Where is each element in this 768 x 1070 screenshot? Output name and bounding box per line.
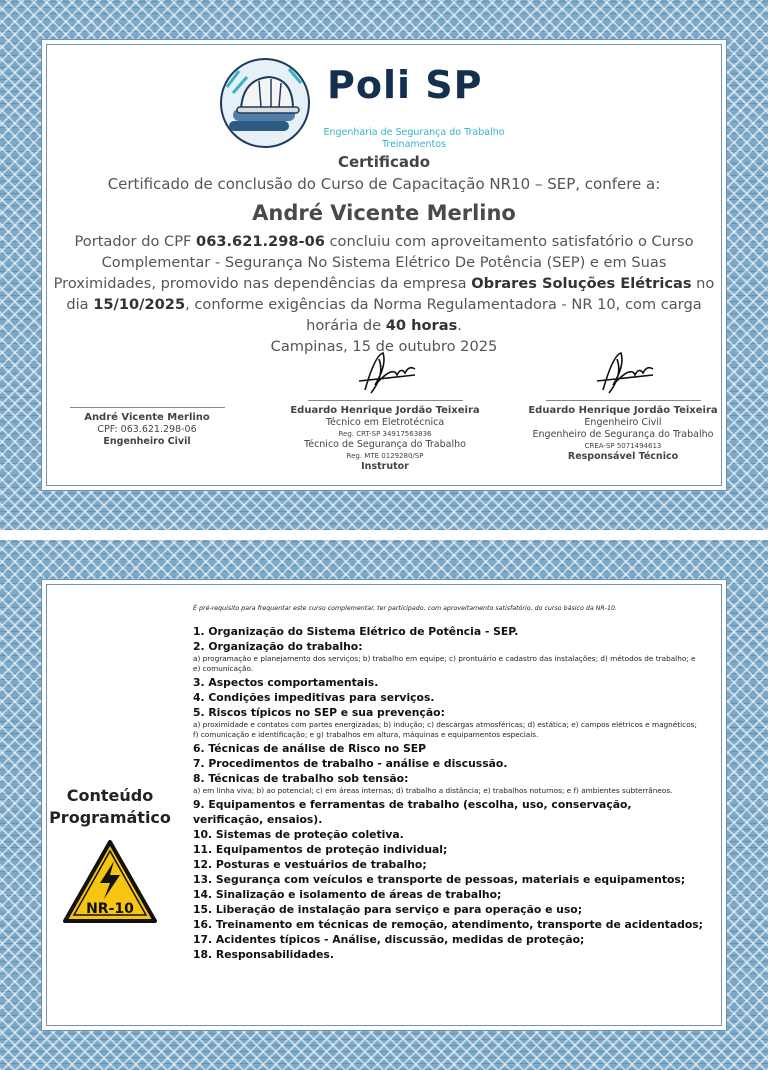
signature-line — [70, 407, 225, 408]
signature-student — [47, 407, 247, 448]
instructor-title2: Técnico de Segurança do Trabalho — [304, 439, 466, 450]
course-hours: 40 horas — [385, 317, 458, 334]
signature-line — [308, 400, 463, 401]
recipient-name: André Vicente Merlino — [252, 201, 516, 225]
prerequisite-note: É pré-requisito para frequentar este curso complementar, ter participado, com aproveitamento satisfatório, do curso básico da NR-10. — [193, 605, 618, 612]
instructor-name: Eduardo Henrique Jordão Teixeira — [290, 405, 480, 416]
program-item-title: 18. Responsabilidades. — [193, 948, 334, 961]
body-text: Portador do CPF — [74, 233, 197, 250]
nr10-label: NR-10 — [86, 901, 134, 917]
program-item-title: 17. Acidentes típicos - Análise, discussão, medidas de proteção; — [193, 933, 585, 946]
cpf-value: 063.621.298-06 — [196, 233, 325, 250]
program-item-title: 14. Sinalização e isolamento de áreas de trabalho; — [193, 888, 502, 901]
certificate-heading: Certificado — [337, 153, 431, 171]
program-title-line2: Programático — [49, 808, 171, 827]
program-item-title: 7. Procedimentos de trabalho - análise e discussão. — [193, 757, 508, 770]
program-page — [0, 540, 768, 1070]
instructor-role: Instrutor — [361, 461, 409, 472]
body-text: concluiu com aproveitamento satisfatório o Curso Complementar - Segurança No Sistema Elétrico De Potência (SEP) e em Suas Proximidades, promovido nas dependências da empresa — [53, 233, 694, 292]
signature-line — [546, 400, 701, 401]
student-role: Engenheiro Civil — [103, 436, 191, 447]
program-item-title: 1. Organização do Sistema Elétrico de Potência - SEP. — [193, 625, 519, 638]
technical-reg: CREA-SP 5071494613 — [584, 442, 662, 450]
certificate-panel — [46, 44, 722, 486]
instructor-reg2: Reg. MTE 0129280/SP — [346, 452, 424, 460]
program-item-detail: a) em linha viva; b) ao potencial; c) em áreas internas; d) trabalho a distância; e) trabalhos noturnos; e f) ambientes subterrâneos. — [193, 786, 673, 795]
program-item-detail: a) programação e planejamento dos serviços; b) trabalho em equipe; c) prontuário e cadastro das instalações; d) métodos de trabalho; e e) comunicação. — [193, 654, 696, 673]
technical-name: Eduardo Henrique Jordão Teixeira — [528, 405, 718, 416]
program-item-title: 15. Liberação de instalação para serviço e para operação e uso; — [193, 903, 583, 916]
program-item-title: 9. Equipamentos e ferramentas de trabalho (escolha, uso, conservação, verificação, ensaios). — [193, 798, 632, 826]
helmet-logo-icon — [219, 57, 311, 149]
program-title-line1: Conteúdo — [66, 786, 154, 805]
technical-title2: Engenheiro de Segurança do Trabalho — [532, 429, 714, 440]
program-item-title: 3. Aspectos comportamentais. — [193, 676, 379, 689]
body-text: , conforme exigências da Norma Regulamentadora - NR 10, com carga horária de — [185, 296, 702, 334]
handwritten-signature — [345, 345, 425, 400]
student-name: André Vicente Merlino — [84, 412, 210, 423]
program-item-title: 4. Condições impeditivas para serviços. — [193, 691, 435, 704]
program-item-title: 5. Riscos típicos no SEP e sua prevenção: — [193, 706, 445, 719]
logo-title: Poli SP — [327, 63, 483, 107]
program-content — [193, 605, 703, 962]
program-item-title: 2. Organização do trabalho: — [193, 640, 363, 653]
signature-instructor — [285, 345, 485, 473]
technical-title1: Engenheiro Civil — [584, 417, 662, 428]
body-text: . — [457, 317, 462, 334]
program-title — [47, 785, 173, 829]
student-cpf: CPF: 063.621.298-06 — [97, 424, 197, 435]
program-item-title: 12. Posturas e vestuários de trabalho; — [193, 858, 427, 871]
program-item-title: 10. Sistemas de proteção coletiva. — [193, 828, 404, 841]
program-item-list — [193, 624, 703, 962]
program-item-detail: a) proximidade e contatos com partes energizadas; b) indução; c) descargas atmosféricas; d) estática; e) campos elétricos e magnéticos; f) comunicação e identificação; e g) trabalhos em altura, máquinas e equipamentos especiais. — [193, 720, 697, 739]
course-date: 15/10/2025 — [93, 296, 186, 313]
program-item-title: 16. Treinamento em técnicas de remoção, atendimento, transporte de acidentados; — [193, 918, 703, 931]
program-sidebar — [47, 785, 173, 925]
company-name: Obrares Soluções Elétricas — [471, 275, 692, 292]
signature-technical — [523, 345, 723, 463]
handwritten-signature — [583, 345, 663, 400]
instructor-title1: Técnico em Eletrotécnica — [325, 417, 445, 428]
logo-subtitle — [319, 127, 509, 151]
program-item-title: 13. Segurança com veículos e transporte de pessoas, materiais e equipamentos; — [193, 873, 686, 886]
certificate-intro: Certificado de conclusão do Curso de Capacitação NR10 – SEP, confere a: — [107, 175, 661, 193]
body-text: no dia — [66, 275, 715, 313]
high-voltage-warning-icon — [62, 839, 158, 925]
program-item-title: 11. Equipamentos de proteção individual; — [193, 843, 448, 856]
certificate-body — [53, 231, 715, 357]
place-date: Campinas, 15 de outubro 2025 — [270, 338, 498, 355]
logo-subtitle-line1: Engenharia de Segurança do Trabalho — [323, 127, 505, 138]
certificate-page — [0, 0, 768, 530]
logo-subtitle-line2: Treinamentos — [381, 139, 447, 150]
program-item-title: 8. Técnicas de trabalho sob tensão: — [193, 772, 409, 785]
program-item-title: 6. Técnicas de análise de Risco no SEP — [193, 742, 427, 755]
program-panel — [46, 584, 722, 1026]
technical-role: Responsável Técnico — [567, 451, 679, 462]
poli-sp-logo — [219, 57, 519, 155]
instructor-reg1: Reg. CRT-SP 34917563836 — [338, 430, 432, 438]
